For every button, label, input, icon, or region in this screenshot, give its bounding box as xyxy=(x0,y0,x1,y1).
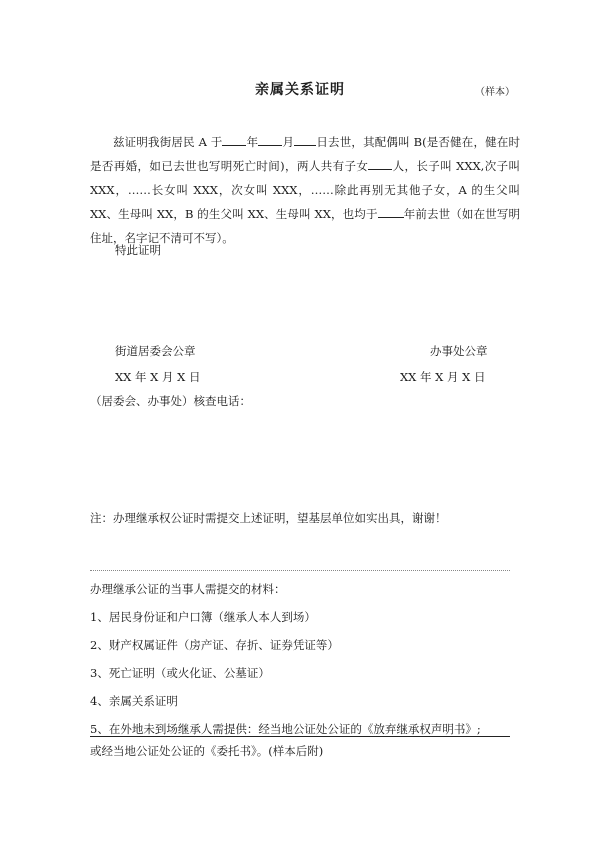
body-text-5: 人，长子叫 XXX,次子叫 XXX，……长女叫 XXX，次女叫 XXX，……除此再别无其他子女，A 的生父叫 XX、生母叫 XX，B 的生父叫 XX、生母叫 XX，也均于 xyxy=(90,159,521,221)
materials-item: 2、财产权属证件（房产证、存折、证券凭证等） xyxy=(90,638,339,652)
blank-month xyxy=(258,132,282,146)
office-seal: 办事处公章 xyxy=(430,344,488,358)
special-proof: 特此证明 xyxy=(115,243,161,257)
materials-item: 4、亲属关系证明 xyxy=(90,694,178,708)
blank-children-count xyxy=(368,156,392,170)
blank-year xyxy=(222,132,246,146)
body-text-4: 日去世，其配偶叫 B(是否健在，健在时是否再婚，如已去世也写明死亡时间)，两人共有子女 xyxy=(90,135,521,173)
residents-committee-seal: 街道居委会公章 xyxy=(115,344,196,358)
dotted-divider xyxy=(90,570,510,571)
blank-years-ago xyxy=(378,204,404,218)
materials-item: 3、死亡证明（或火化证、公墓证） xyxy=(90,666,270,680)
materials-item: 5、在外地未到场继承人需提供：经当地公证处公证的《放弃继承权声明书》; xyxy=(90,722,481,736)
materials-heading: 办理继承公证的当事人需提交的材料： xyxy=(90,582,286,596)
date-left: XX 年 X 月 X 日 xyxy=(115,370,201,384)
materials-item: 或经当地公证处公证的《委托书》。(样本后附) xyxy=(90,744,324,758)
body-text-6: 年前去世（如在世写明住址，名字记不清可不写）。 xyxy=(90,207,520,245)
body-text-2: 年 xyxy=(246,135,259,149)
note: 注：办理继承权公证时需提交上述证明，望基层单位如实出具，谢谢！ xyxy=(90,511,447,525)
materials-list xyxy=(90,577,510,761)
document-title: 亲属关系证明 xyxy=(255,82,345,98)
proof-paragraph xyxy=(90,130,520,250)
materials-item: 1、居民身份证和户口簿（继承人本人到场） xyxy=(90,610,316,624)
sample-tag: （样本） xyxy=(475,87,515,98)
bottom-rule xyxy=(90,736,510,737)
blank-day xyxy=(294,132,316,146)
date-right: XX 年 X 月 X 日 xyxy=(400,370,486,384)
proof-body xyxy=(90,130,520,250)
body-text-1: 兹证明我街居民 A 于 xyxy=(113,135,223,149)
verification-phone-line: （居委会、办事处）核查电话： xyxy=(90,394,251,408)
body-text-3: 月 xyxy=(282,135,295,149)
